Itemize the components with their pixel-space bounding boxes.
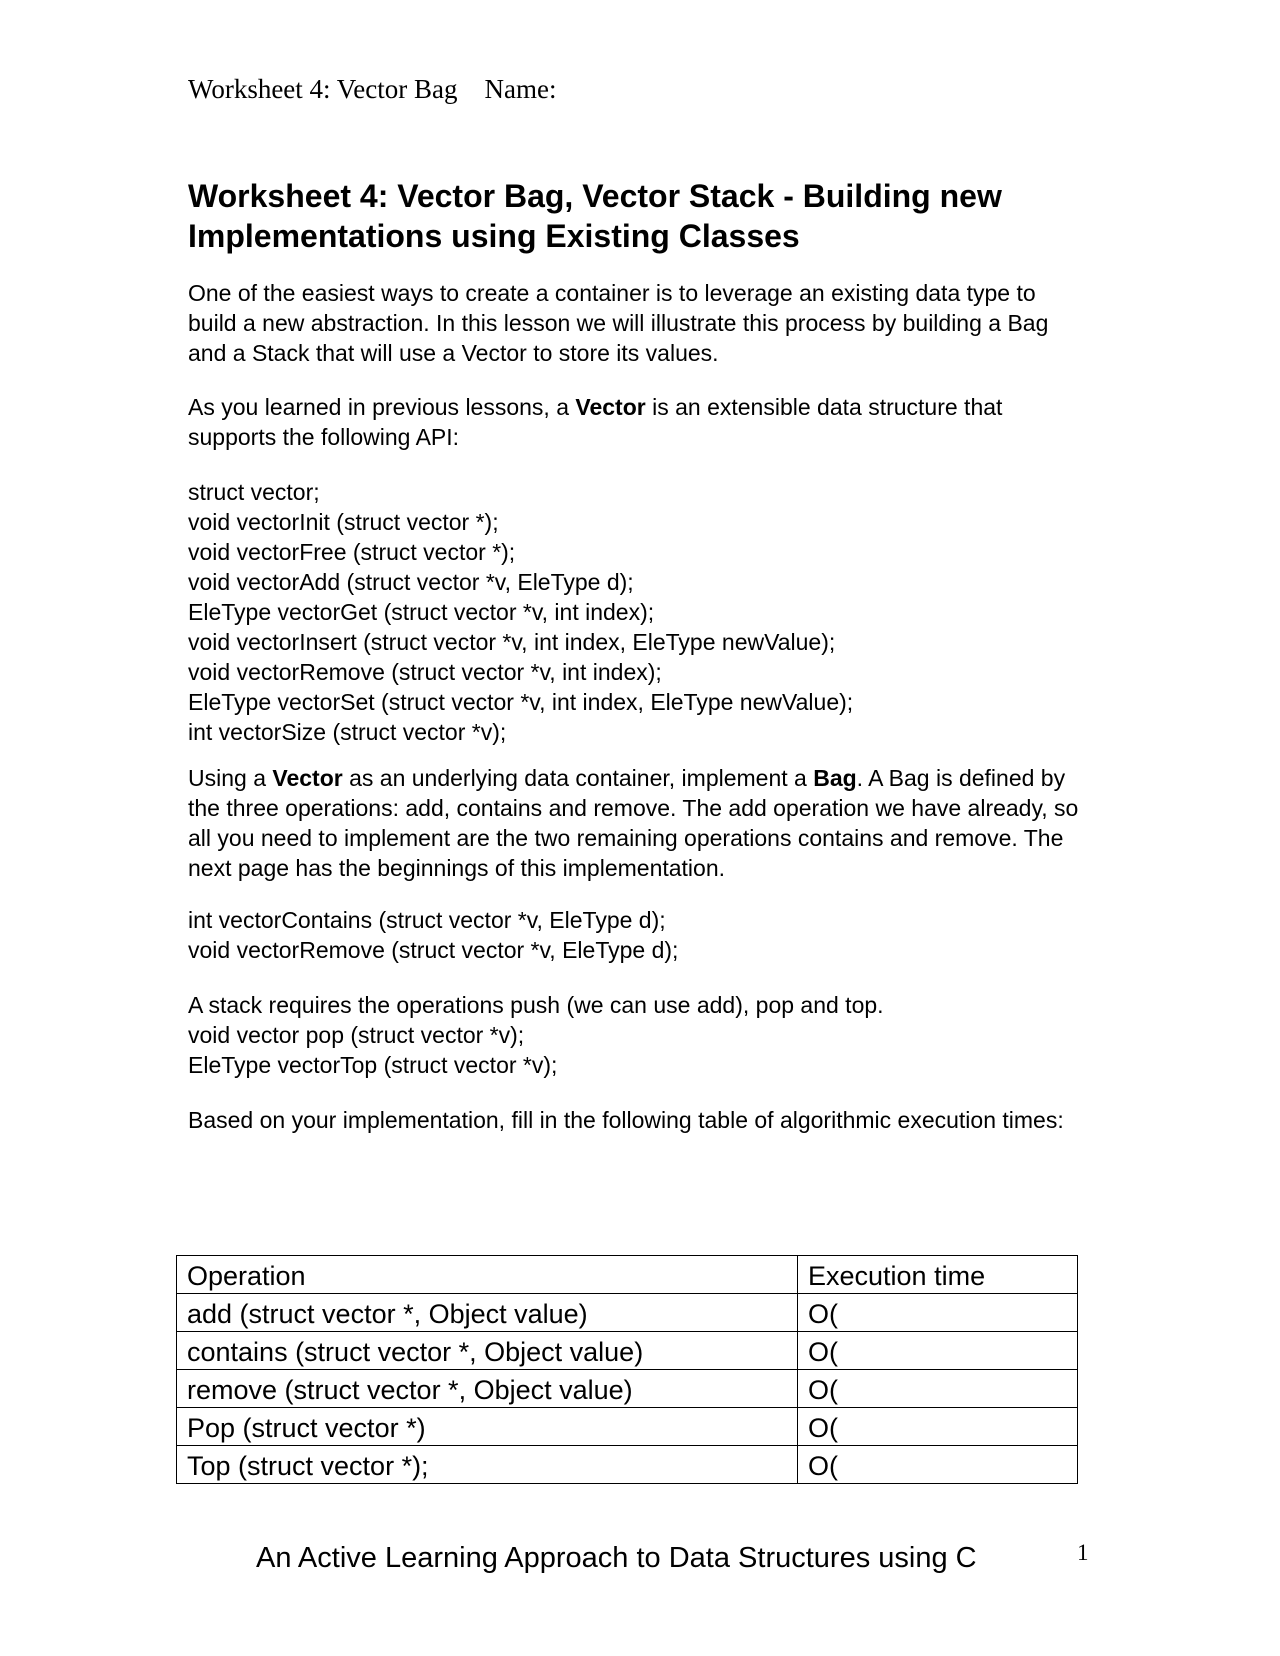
vector-paragraph bbox=[188, 392, 1088, 452]
intro-paragraph: One of the easiest ways to create a container is to leverage an existing data type to build a new abstraction. In this lesson we will illustrate this process by building a Bag and a Stack that will use a Vector to store its values. bbox=[188, 280, 1049, 366]
api-line: void vectorAdd (struct vector *v, EleType d); bbox=[188, 569, 634, 595]
stack-paragraph: A stack requires the operations push (we can use add), pop and top. bbox=[188, 992, 884, 1018]
api-line: void vectorRemove (struct vector *v, int index); bbox=[188, 659, 662, 685]
vector-api-list bbox=[188, 477, 1088, 747]
api-line: EleType vectorTop (struct vector *v); bbox=[188, 1052, 558, 1078]
operation-cell: add (struct vector *, Object value) bbox=[177, 1294, 798, 1332]
api-line: void vectorRemove (struct vector *v, EleType d); bbox=[188, 937, 679, 963]
title-line-2: Implementations using Existing Classes bbox=[188, 218, 800, 254]
api-line: void vectorInsert (struct vector *v, int index, EleType newValue); bbox=[188, 629, 836, 655]
page-title bbox=[188, 176, 1088, 256]
api-line: int vectorSize (struct vector *v); bbox=[188, 719, 507, 745]
bag-api-list bbox=[188, 905, 1088, 965]
bag-para-text-2: as an underlying data container, implement a bbox=[342, 765, 814, 791]
execution-time-table bbox=[176, 1255, 1078, 1484]
table-row bbox=[177, 1294, 1078, 1332]
title-line-1: Worksheet 4: Vector Bag, Vector Stack - Building new bbox=[188, 178, 1002, 214]
footer-text: An Active Learning Approach to Data Structures using C bbox=[256, 1542, 977, 1574]
execution-time-cell: O( bbox=[798, 1294, 1078, 1332]
api-line: int vectorContains (struct vector *v, EleType d); bbox=[188, 907, 666, 933]
execution-time-cell: O( bbox=[798, 1332, 1078, 1370]
table-row bbox=[177, 1370, 1078, 1408]
stack-api-list bbox=[188, 1020, 1088, 1080]
bag-para-bold-bag: Bag bbox=[813, 765, 857, 791]
table-row bbox=[177, 1408, 1078, 1446]
header-operation: Operation bbox=[177, 1256, 798, 1294]
operation-cell: Pop (struct vector *) bbox=[177, 1408, 798, 1446]
execution-time-cell: O( bbox=[798, 1370, 1078, 1408]
execution-time-cell: O( bbox=[798, 1408, 1078, 1446]
operation-cell: Top (struct vector *); bbox=[177, 1446, 798, 1484]
running-header: Worksheet 4: Vector Bag Name: bbox=[188, 74, 557, 104]
execution-time-cell: O( bbox=[798, 1446, 1078, 1484]
table-row bbox=[177, 1446, 1078, 1484]
header-execution-time: Execution time bbox=[798, 1256, 1078, 1294]
api-line: EleType vectorGet (struct vector *v, int index); bbox=[188, 599, 655, 625]
bag-para-bold-vector: Vector bbox=[272, 765, 343, 791]
vector-para-bold: Vector bbox=[575, 394, 646, 420]
operation-cell: remove (struct vector *, Object value) bbox=[177, 1370, 798, 1408]
api-line: void vector pop (struct vector *v); bbox=[188, 1022, 525, 1048]
bag-para-text-3: . A Bag is defined by the three operations: add, contains and remove. The add operation we have already, so all you need to implement are the two remaining operations contains and remove. The next page has the beginnings of this implementation. bbox=[188, 765, 1079, 881]
api-line: EleType vectorSet (struct vector *v, int index, EleType newValue); bbox=[188, 689, 854, 715]
api-line: void vectorFree (struct vector *); bbox=[188, 539, 516, 565]
api-line: struct vector; bbox=[188, 479, 320, 505]
table-intro-paragraph: Based on your implementation, fill in the following table of algorithmic execution times: bbox=[188, 1107, 1064, 1133]
vector-para-text-1: As you learned in previous lessons, a bbox=[188, 394, 576, 420]
api-line: void vectorInit (struct vector *); bbox=[188, 509, 499, 535]
page-number: 1 bbox=[1077, 1540, 1089, 1565]
vector-para-text-2: is an extensible data structure that supports the following API: bbox=[188, 394, 1003, 450]
operation-cell: contains (struct vector *, Object value) bbox=[177, 1332, 798, 1370]
table-row bbox=[177, 1332, 1078, 1370]
bag-paragraph bbox=[188, 763, 1088, 883]
bag-para-text-1: Using a bbox=[188, 765, 273, 791]
table-header-row bbox=[177, 1256, 1078, 1294]
